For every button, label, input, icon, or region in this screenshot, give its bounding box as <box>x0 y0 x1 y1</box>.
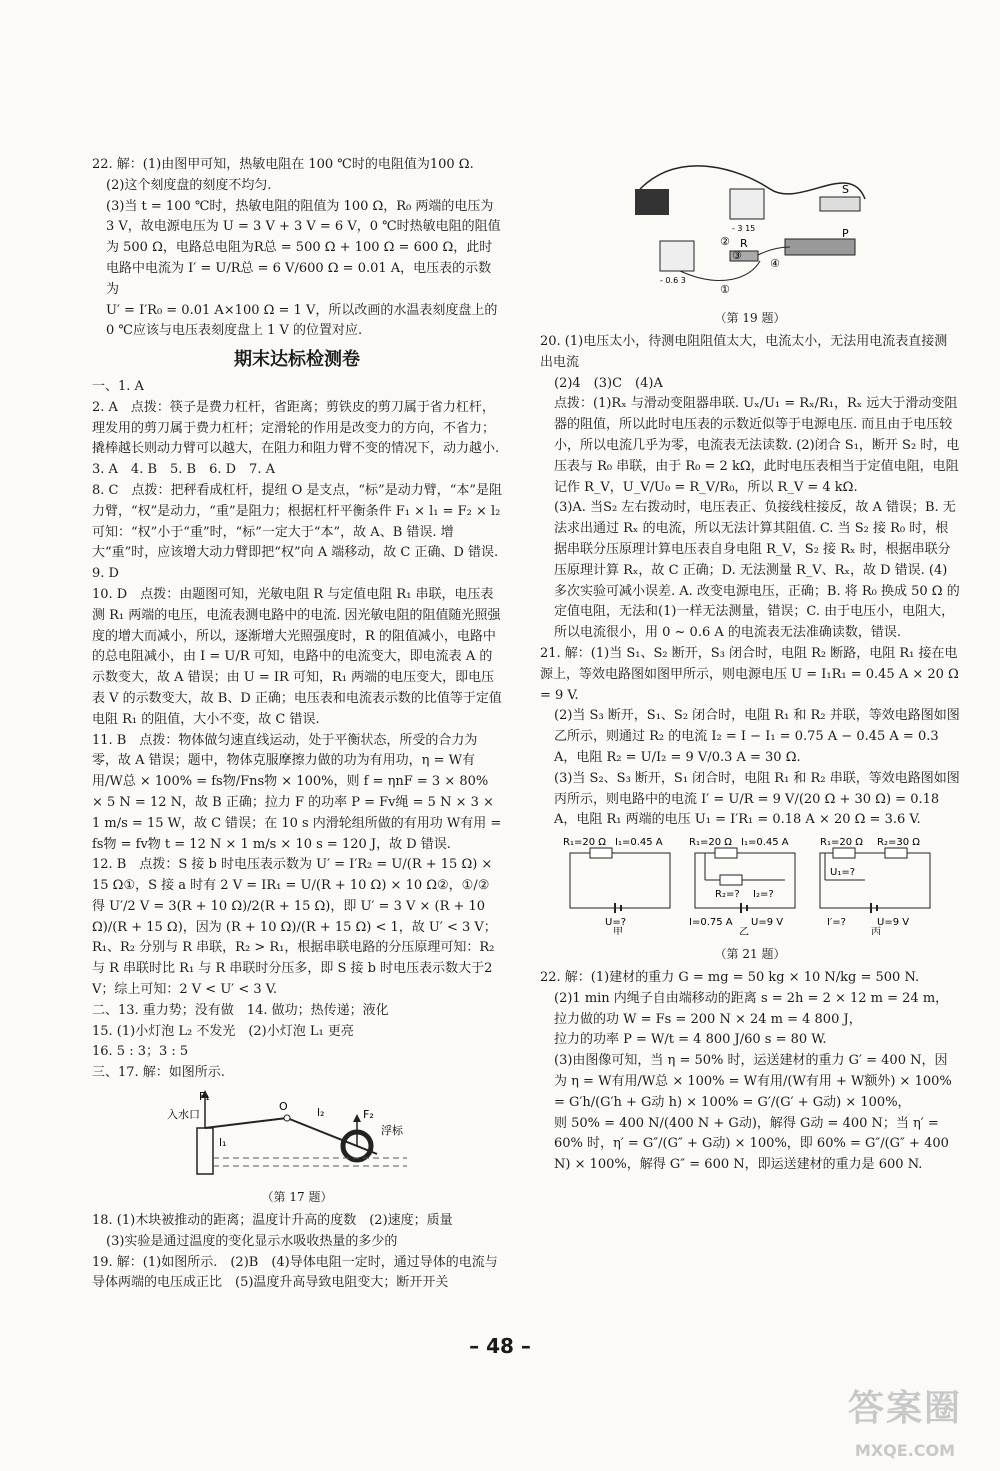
fig21-b-r1: R₁=20 Ω <box>689 837 732 849</box>
answer-11: 11. B 点拨：物体做匀速直线运动，处于平衡状态，所受的合力为零，故 A 错误；题中，物体克服摩擦力做的功为有用功，η = W有用/W总 × 100% = fs物/Fns物 × 100%，则 f = ηnF = 3 × 80% × 5 N = 12 N，故 B 正确；拉力 F 的功率 P = Fv绳 = 5 N × 3 × 1 m/s = 15 W，故 C 错误；在 10 s 内滑轮组所做的有用功 W有用 = fs物 = fv物 t = 12 N × 1 m/s × 10 s = 120 J，故 D 错误. <box>92 732 502 852</box>
answer-21c: (3)当 S₂、S₃ 断开，S₁ 闭合时，电阻 R₁ 和 R₂ 串联，等效电路图如图丙所示，则电路中的电流 I′ = U/R = 9 V/(20 Ω + 30 Ω) = 0.18 A，电阻 R₁ 两端的电压 U₁ = I′R₁ = 0.18 A × 20 Ω = 3.6 V. <box>554 770 960 828</box>
answer-9: 9. D <box>92 566 119 582</box>
fig21-b-name: 乙 <box>739 927 749 936</box>
label-n3: ③ <box>732 249 742 262</box>
answer-2: 2. A 点拨：筷子是费力杠杆，省距离；剪铁皮的剪刀属于省力杠杆，理发用的剪刀属于费力杠杆；定滑轮的作用是改变力的方向，不省力；撬棒越长则动力臂可以越大，在阻力和阻力臂不变的情况下，动力越小. <box>92 399 500 457</box>
answer-22b: (2)1 min 内绳子自由端移动的距离 s = 2h = 2 × 12 m = 24 m，拉力做的功 W = Fs = 200 N × 24 m = 4 800 J， <box>554 990 949 1027</box>
fig21-a-name: 甲 <box>613 927 623 936</box>
caption-21: （第 21 题） <box>714 946 786 961</box>
answer-20: 20. (1)电压太小，待测电阻阻值太大，电流太小，无法用电流表直接测出电流 <box>540 333 948 370</box>
answer-20c: 点拨：(1)Rₓ 与滑动变阻器串联. Uₓ/U₁ = Rₓ/R₁，Rₓ 远大于滑动变阻器的阻值，所以此时电压表的示数近似等于电源电压. 而且由于电压较小，所以电流几乎为零，电流表无法读数. (2)闭合 S₁，断开 S₂ 时，电压表与 R₀ 串联，由于 R₀ = 2 kΩ，此时电压表相当于定值电阻，电阻记作 R_V，U_V/U₀ = R_V/R₀，所以 R_V = 4 kΩ. <box>554 396 960 495</box>
answer-1: 一、1. A <box>92 378 144 394</box>
label-l1: l₁ <box>219 1136 227 1150</box>
answer-22: 22. 解：(1)建材的重力 G = mg = 50 kg × 10 N/kg = 500 N. <box>540 970 920 986</box>
label-v-scale: - 3 15 <box>732 224 756 233</box>
answer-12: 12. B 点拨：S 接 b 时电压表示数为 U′ = I′R₂ = U/(R + 15 Ω) × 15 Ω①，S 接 a 时有 2 V = IR₁ = U/(R + 10 Ω) × 10 Ω②，①/② 得 U′/2 V = 3(R + 10 Ω)/2(R + 15 Ω)，即 U′ = 3 V × (R + 10 Ω)/(R + 15 Ω)，因为 (R + 10 Ω)/(R + 15 Ω) < 1，故 U′ < 3 V；R₁、R₂ 分别与 R 串联，R₂ > R₁，根据串联电路的分压原理可知：R₂ 与 R 串联时比 R₁ 与 R 串联时分压多，即 S 接 b 时电压表示数大于2 V；综上可知：2 V < U′ < 3 V. <box>92 857 497 998</box>
fig21-c-u: U=9 V <box>877 917 910 929</box>
answer-22e: 则 50% = 400 N/(400 N + G动)，解得 G动 = 400 N；当 η′ = 60% 时，η′ = G″/(G″ + G动) × 100%，即 60% = G″/(G″ + 400 N) × 100%，解得 G″ = 600 N，即运送建材的重力是 600 N. <box>554 1115 949 1173</box>
figure-17 <box>92 1088 502 1207</box>
q22-part3a: (3)当 t = 100 ℃时，热敏电阻的阻值为 100 Ω，R₀ 两端的电压为 3 V，故电源电压为 U = 3 V + 3 V = 6 V，0 ℃时热敏电阻的阻值为 500 Ω，电路总电阻为R总 = 500 Ω + 100 Ω = 600 Ω，此时电路中电流为 I′ = U/R总 = 6 V/600 Ω = 0.01 A，电压表的示数为 <box>106 198 501 297</box>
caption-19: （第 19 题） <box>714 310 786 325</box>
fig21-c-i: I′=? <box>827 917 846 929</box>
q22-part2: (2)这个刻度盘的刻度不均匀. <box>106 177 272 193</box>
figure-19 <box>540 159 960 328</box>
fig21-b-u: U=9 V <box>751 917 784 929</box>
answer-18b: (3)实验是通过温度的变化显示水吸收热量的多少的 <box>106 1233 398 1249</box>
label-n1: ① <box>720 283 730 296</box>
q22-line1: 22. 解：(1)由图甲可知，热敏电阻在 100 ℃时的电阻值为100 Ω. <box>92 157 474 172</box>
label-F1: F₁ <box>199 1090 210 1104</box>
left-column <box>92 155 502 1294</box>
equivalent-circuits <box>555 835 945 935</box>
label-n2: ② <box>720 235 730 248</box>
label-S: S <box>842 183 849 196</box>
answer-22d: (3)由图像可知，当 η = 50% 时，运送建材的重力 G′ = 400 N，因为 η = W有用/W总 × 100% = W有用/(W有用 + W额外) × 100% = G′h/(G′h + G动 h) × 100% = G′/(G′ + G动) × 100%， <box>554 1053 952 1110</box>
label-O: O <box>279 1100 288 1114</box>
label-inlet: 入水口 <box>167 1108 200 1122</box>
fig21-b-r2: R₂=? <box>715 889 740 901</box>
answer-3-7: 3. A 4. B 5. B 6. D 7. A <box>92 462 275 478</box>
label-n4: ④ <box>770 257 780 270</box>
label-l2: l₂ <box>317 1106 325 1120</box>
answer-20d: (3)A. 当S₂ 左右拨动时，电压表正、负接线柱接反，故 A 错误；B. 无法求出通过 Rₓ 的电流，所以无法计算其阻值. C. 当 S₂ 接 R₀ 时，根据串联分压原理计算电压表自身电阻 R_V，S₂ 接 Rₓ 时，根据串联分压原理计算 Rₓ，故 C 正确；D. 无法测量 R_V、Rₓ，故 D 错误. (4) 多次实验可减小误差. A. 改变电源电压，正确；B. 将 R₀ 换成 50 Ω 的定值电阻，无法和(1)一样无法测量，错误；C. 由于电压小，电阻大，所以电流很小，用 0 ~ 0.6 A 的电流表无法准确读数，错误. <box>554 500 960 641</box>
answer-17: 三、17. 解：如图所示. <box>92 1065 225 1081</box>
lever-diagram <box>167 1088 427 1178</box>
watermark-logo <box>820 1380 990 1460</box>
answer-22c: 拉力的功率 P = W/t = 4 800 J/60 s = 80 W. <box>554 1032 827 1048</box>
answer-16: 16. 5 : 3；3 : 5 <box>92 1044 189 1060</box>
right-column <box>540 155 960 1176</box>
fig21-a-r1: R₁=20 Ω <box>563 837 606 849</box>
caption-17: （第 17 题） <box>261 1189 333 1204</box>
answer-13-14: 二、13. 重力势；没有做 14. 做功；热传递；液化 <box>92 1002 389 1018</box>
fig21-a-i1: I₁=0.45 A <box>615 837 663 849</box>
section-title: 期末达标检测卷 <box>234 349 360 371</box>
label-float: 浮标 <box>381 1124 403 1138</box>
label-a-scale: - 0.6 3 <box>660 276 686 285</box>
answer-21b: (2)当 S₃ 断开，S₁、S₂ 闭合时，电阻 R₁ 和 R₂ 并联，等效电路图如图乙所示，则通过 R₂ 的电流 I₂ = I − I₁ = 0.75 A − 0.45 A = 0.3 A，电阻 R₂ = U/I₂ = 9 V/0.3 A = 30 Ω. <box>554 708 960 765</box>
page-number: – 48 – <box>469 1334 531 1358</box>
answer-21: 21. 解：(1)当 S₁、S₂ 断开，S₃ 闭合时，电阻 R₂ 断路，电阻 R₁ 接在电源上，等效电路图如图甲所示，则电源电压 U = I₁R₁ = 0.45 A × 20 Ω = 9 V. <box>540 645 959 703</box>
fig21-b-i2: I₂=? <box>753 889 774 901</box>
answer-15: 15. (1)小灯泡 L₂ 不发光 (2)小灯泡 L₁ 更亮 <box>92 1023 354 1039</box>
answer-10: 10. D 点拨：由题图可知，光敏电阻 R 与定值电阻 R₁ 串联，电压表测 R₁ 两端的电压，电流表测电路中的电流. 因光敏电阻的阻值随光照强度的增大而减小，所以，逐渐增大光照强度时，R 的阻值减小，电路中的总电阻减小，由 I = U/R 可知，电路中的电流变大，即电流表 A 的示数变大，故 A 错误；由 U = IR 可知，R₁ 两端的电压变大，即电压表 V 的示数变大，故 B、D 正确；电压表和电流表示数的比值等于定值电阻 R₁ 的阻值，大小不变，故 C 错误. <box>92 586 502 727</box>
fig21-a-u: U=? <box>605 917 627 929</box>
label-R: R <box>740 237 748 250</box>
fig21-c-u1: U₁=? <box>830 867 856 879</box>
fig21-c-r2: R₂=30 Ω <box>877 837 920 849</box>
fig21-b-i: I=0.75 A <box>689 917 733 929</box>
watermark-text: 答案圈 <box>847 1388 962 1429</box>
label-F2: F₂ <box>363 1108 374 1122</box>
fig21-b-i1: I₁=0.45 A <box>741 837 789 849</box>
watermark-url: MXQE.COM <box>854 1440 956 1460</box>
answer-18: 18. (1)木块被推动的距离；温度计升高的度数 (2)速度；质量 <box>92 1213 453 1229</box>
q22-part3b: U′ = I′R₀ = 0.01 A×100 Ω = 1 V，所以改画的水温表刻度盘上的 0 ℃应该与电压表刻度盘上 1 V 的位置对应. <box>106 302 498 339</box>
fig21-c-r1: R₁=20 Ω <box>820 837 863 849</box>
answer-8: 8. C 点拨：把秤看成杠杆，提纽 O 是支点，“标”是动力臂，“本”是阻力臂，“权”是动力，“重”是阻力；根据杠杆平衡条件 F₁ × l₁ = F₂ × l₂ 可知：“权”小于“重”时，“标”一定大于“本”，故 A、B 错误. 增大“重”时，应该增大动力臂即把“权”向 A 端移动，故 C 正确、D 错误. <box>92 482 502 561</box>
circuit-photo <box>620 159 880 299</box>
fig21-c-name: 丙 <box>871 927 881 936</box>
figure-21 <box>540 835 960 964</box>
answer-20b: (2)4 (3)C (4)A <box>554 375 663 391</box>
answer-19: 19. 解：(1)如图所示. (2)B (4)导体电阻一定时，通过导体的电流与导体两端的电压成正比 (5)温度升高导致电阻变大；断开开关 <box>92 1254 498 1291</box>
label-P: P <box>842 227 849 240</box>
